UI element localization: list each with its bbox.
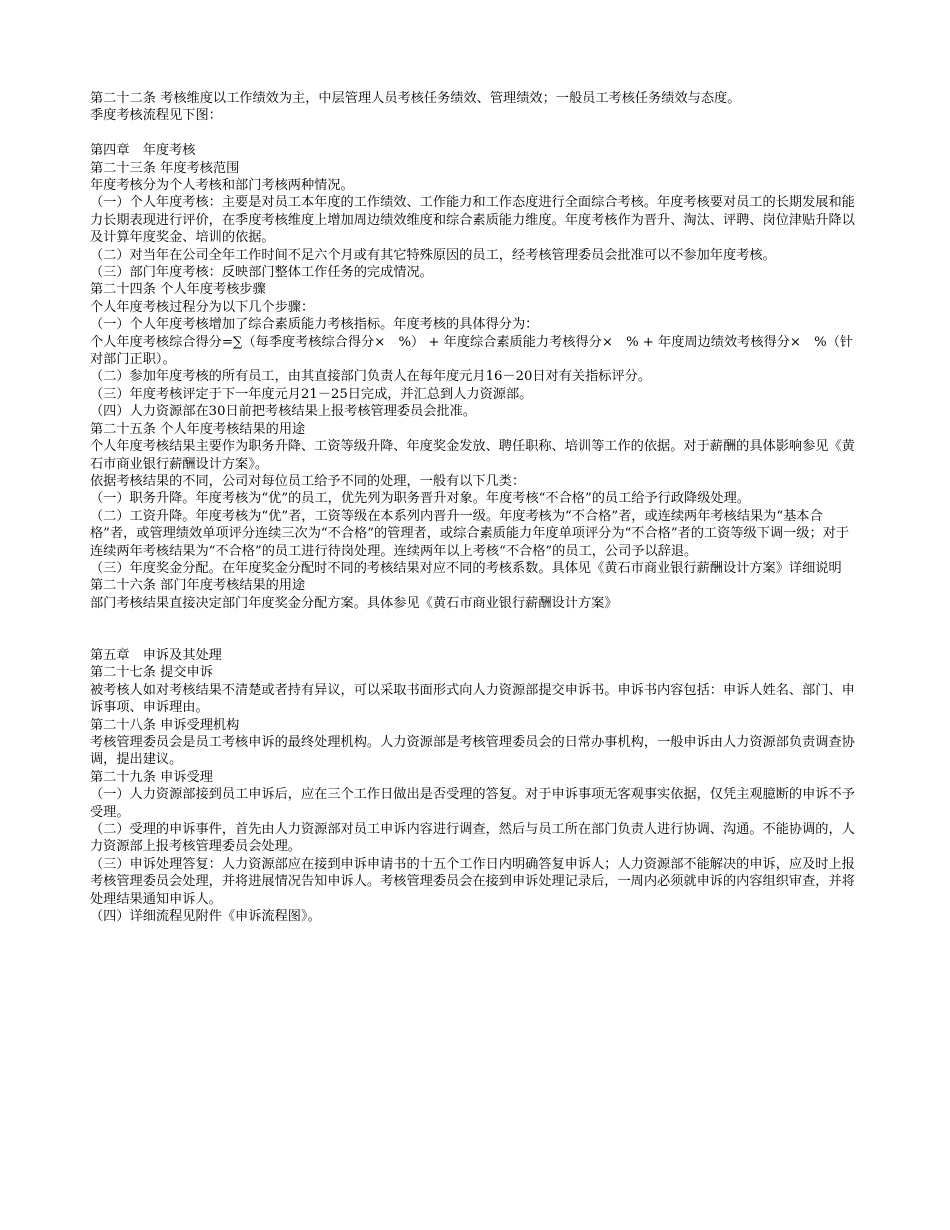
article-29-heading: 第二十九条 申诉受理 [90,769,213,785]
article-25-heading: 第二十五条 个人年度考核结果的用途 [90,421,306,437]
article-27-heading: 第二十七条 提交申诉 [90,665,213,681]
article-23-heading: 第二十三条 年度考核范围 [90,160,240,176]
article-28-heading: 第二十八条 申诉受理机构 [90,717,240,733]
quarterly-flow-note: 季度考核流程见下图： [90,108,222,124]
paragraph: 部门考核结果直接决定部门年度奖金分配方案。具体参见《黄石市商业银行薪酬设计方案》 [90,595,618,611]
article-22: 第二十二条 考核维度以工作绩效为主，中层管理人员考核任务绩效、管理绩效；一般员工考核任务绩效与态度。 [90,91,741,106]
document-page [90,90,860,925]
paragraph: （四）人力资源部在30日前把考核结果上报考核管理委员会批准。 [90,404,477,420]
article-24-heading: 第二十四条 个人年度考核步骤 [90,282,266,298]
paragraph: （二）对当年在公司全年工作时间不足六个月或有其它特殊原因的员工，经考核管理委员会批准可以不参加年度考核。 [90,247,776,263]
paragraph: 年度考核分为个人考核和部门考核两种情况。 [90,178,354,194]
paragraph: （二）工资升降。年度考核为“优”者，工资等级在本系列内晋升一级。年度考核为“不合格”者，或连续两年考核结果为“基本合格”者，或管理绩效单项评分连续三次为“不合格”的管理者，或综合素质能力年度单项评分为“不合格”者的工资等级下调一级；对于连续两年考核结果为“不合格”的员工进行待岗处理。连续两年以上考核“不合格”的员工，公司予以辞退。 [90,508,850,559]
paragraph: （四）详细流程见附件《申诉流程图》。 [90,909,321,925]
paragraph: （一）职务升降。年度考核为“优”的员工，优先列为职务晋升对象。年度考核“不合格”的员工给予行政降级处理。 [90,491,750,507]
paragraph: 考核管理委员会是员工考核申诉的最终处理机构。人力资源部是考核管理委员会的日常办事机构，一般申诉由人力资源部负责调查协调，提出建议。 [90,735,855,768]
paragraph: 依据考核结果的不同，公司对每位员工给予不同的处理，一般有以下几类： [90,473,526,489]
paragraph: （二）参加年度考核的所有员工，由其直接部门负责人在每年度元月16－20日对有关指标评分。 [90,369,652,385]
chapter-4-heading: 第四章 年度考核 [90,143,196,159]
chapter-5-heading: 第五章 申诉及其处理 [90,647,222,663]
spacer [90,612,860,647]
spacer [90,125,860,142]
paragraph: （三）部门年度考核：反映部门整体工作任务的完成情况。 [90,265,433,281]
paragraph: （三）年度奖金分配。在年度奖金分配时不同的考核结果对应不同的考核系数。具体见《黄石市商业银行薪酬设计方案》详细说明 [90,560,842,576]
paragraph: （一）个人年度考核：主要是对员工本年度的工作绩效、工作能力和工作态度进行全面综合考核。年度考核要对员工的长期发展和能力长期表现进行评价，在季度考核维度上增加周边绩效维度和综合素质能力维度。年度考核作为晋升、淘汰、评聘、岗位津贴升降以及计算年度奖金、培训的依据。 [90,195,855,246]
article-26-heading: 第二十六条 部门年度考核结果的用途 [90,578,306,594]
paragraph: 被考核人如对考核结果不清楚或者持有异议，可以采取书面形式向人力资源部提交申诉书。申诉书内容包括：申诉人姓名、部门、申诉事项、申诉理由。 [90,682,855,716]
paragraph: 个人年度考核过程分为以下几个步骤： [90,299,315,315]
paragraph: （三）申诉处理答复：人力资源部应在接到申诉申请书的十五个工作日内明确答复申诉人；人力资源部不能解决的申诉，应及时上报考核管理委员会处理，并将进展情况告知申诉人。考核管理委员会在接到申诉处理记录后，一周内必须就申诉的内容组织审查，并将处理结果通知申诉人。 [90,856,855,907]
paragraph: （二）受理的申诉事件，首先由人力资源部对员工申诉内容进行调查，然后与员工所在部门负责人进行协调、沟通。不能协调的，人力资源部上报考核管理委员会处理。 [90,822,855,855]
score-formula: 个人年度考核综合得分=∑（每季度考核综合得分× %） + 年度综合素质能力考核得分× % + 年度周边绩效考核得分× %（针对部门正职）。 [90,334,854,368]
paragraph: （一）人力资源部接到员工申诉后，应在三个工作日做出是否受理的答复。对于申诉事项无客观事实依据，仅凭主观臆断的申诉不予受理。 [90,787,855,820]
paragraph: 个人年度考核结果主要作为职务升降、工资等级升降、年度奖金发放、聘任职称、培训等工作的依据。对于薪酬的具体影响参见《黄石市商业银行薪酬设计方案》。 [90,439,855,472]
paragraph: （三）年度考核评定于下一年度元月21－25日完成，并汇总到人力资源部。 [90,386,533,402]
paragraph: （一）个人年度考核增加了综合素质能力考核指标。年度考核的具体得分为： [90,317,539,333]
